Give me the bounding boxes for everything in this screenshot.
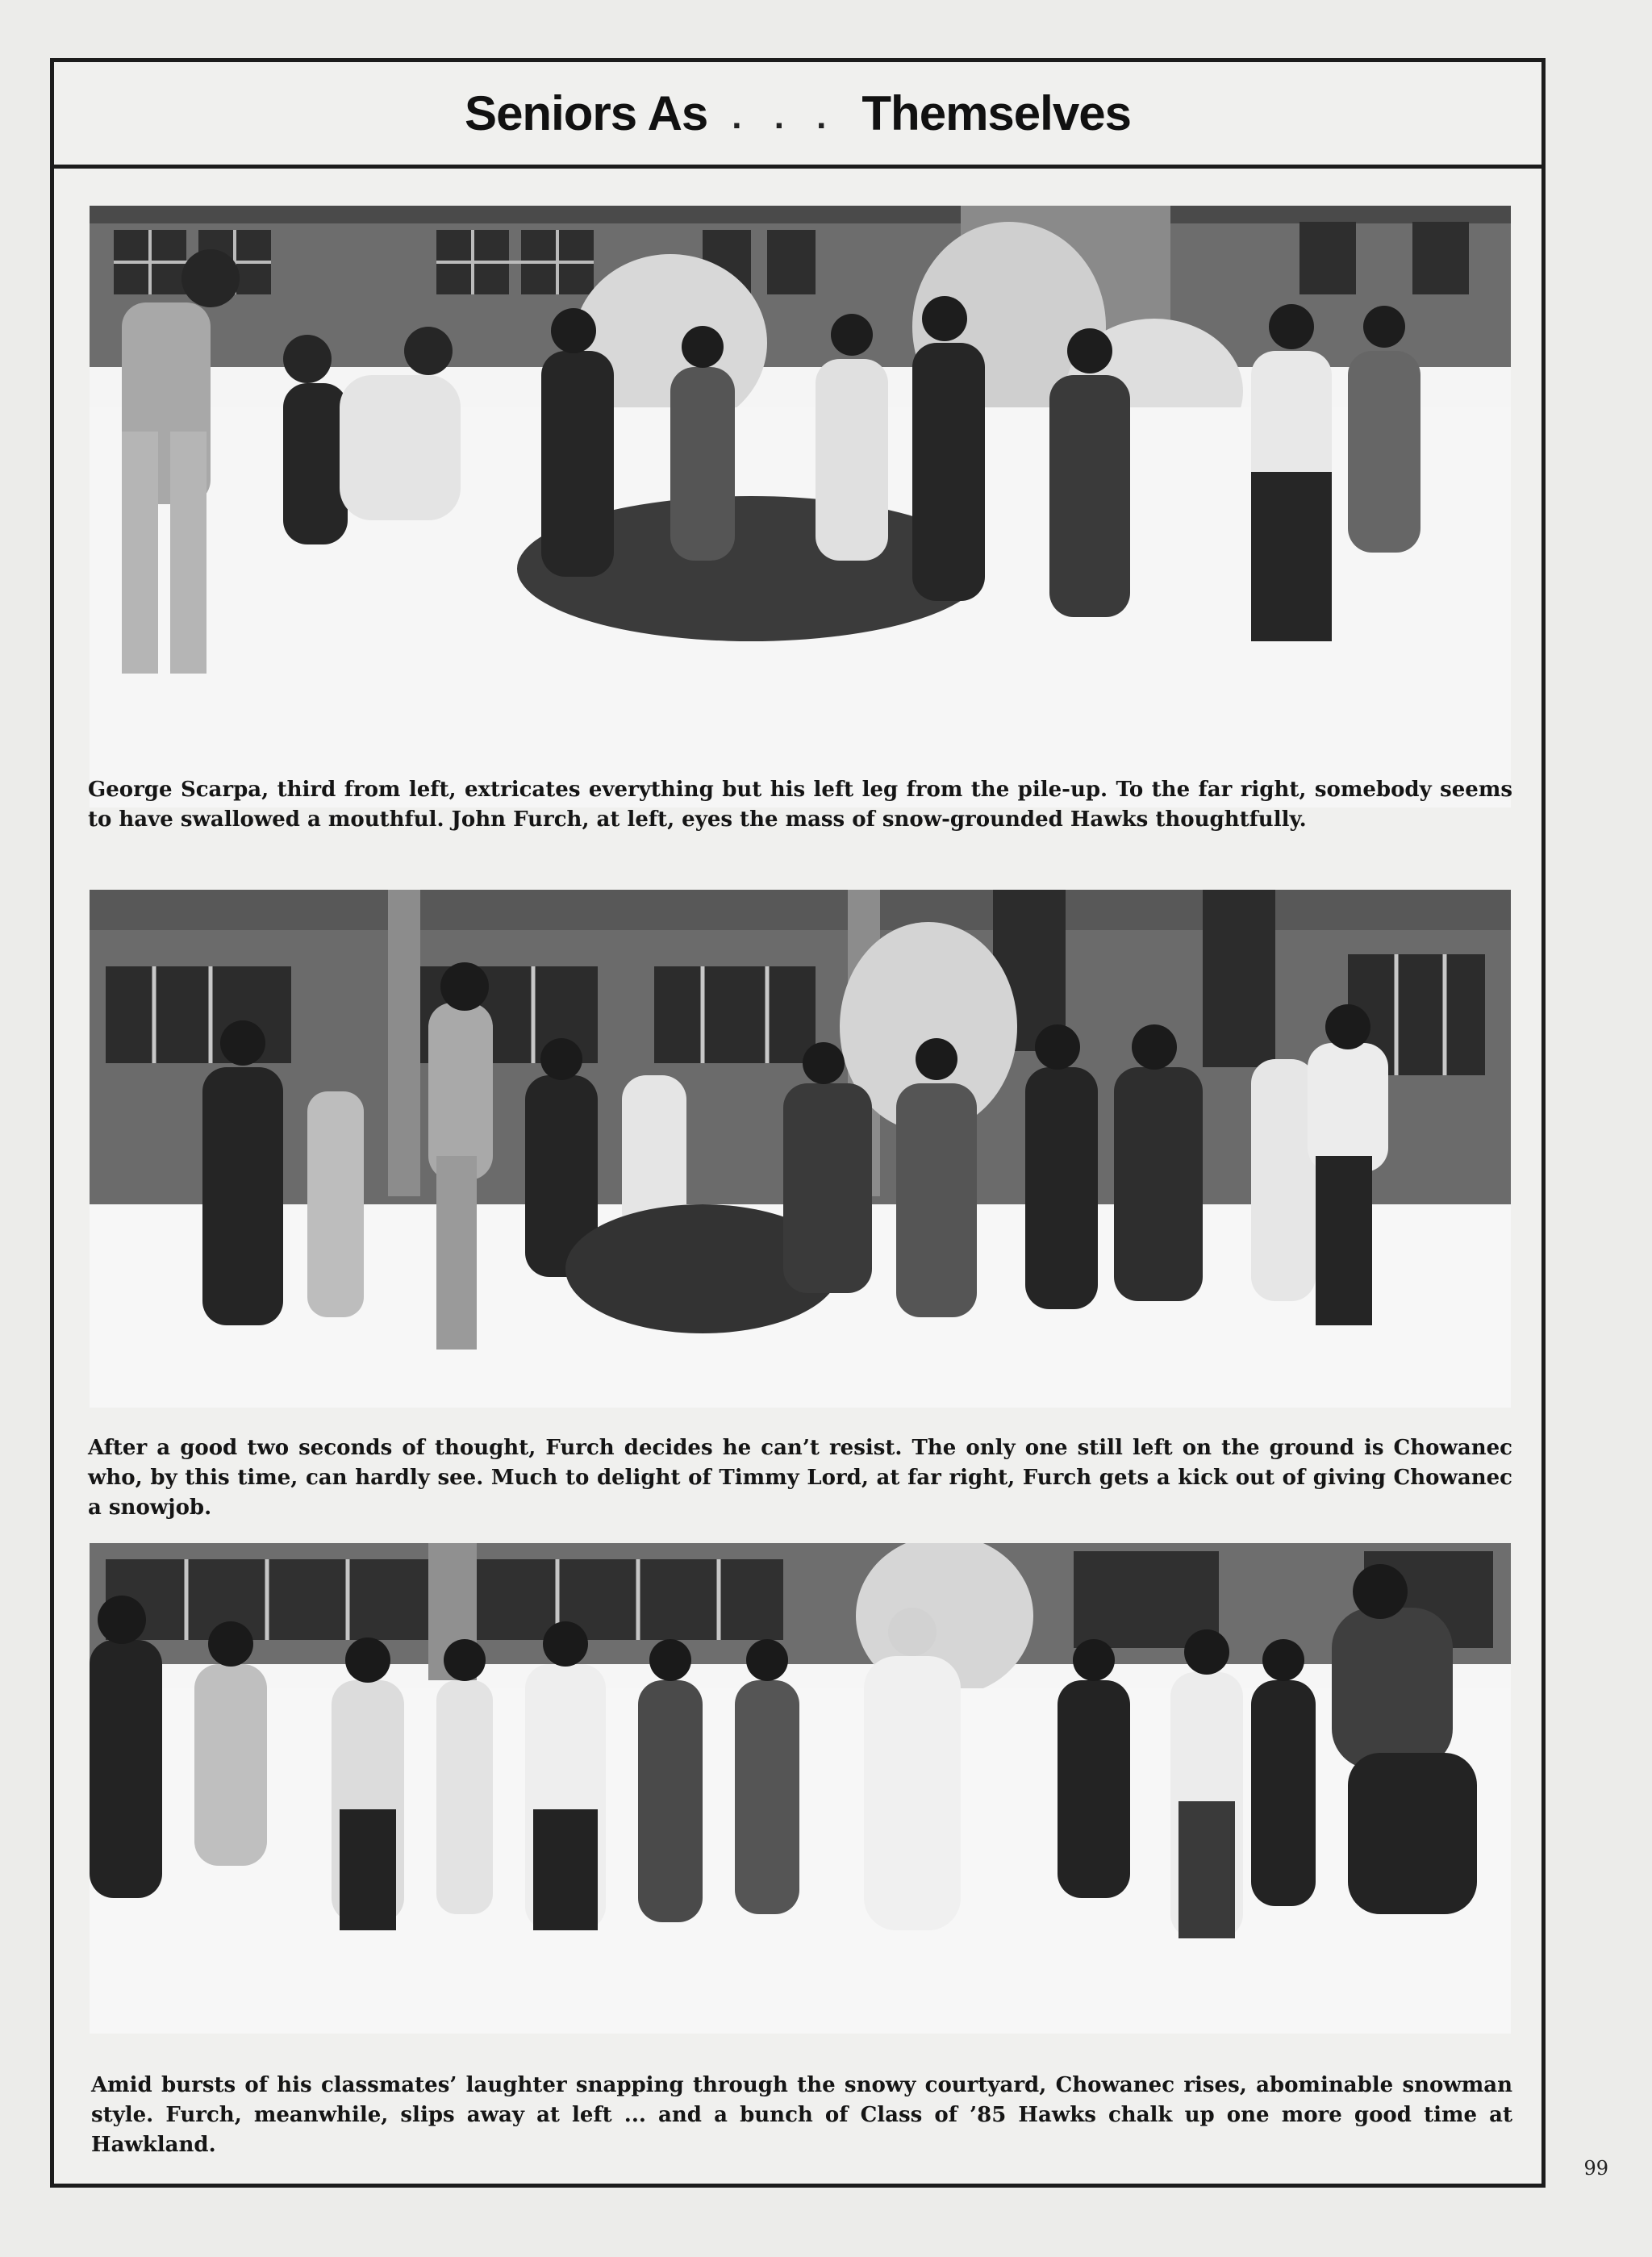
photo-pile-up [90,206,1511,807]
caption-photo-1: George Scarpa, third from left, extricates everything but his left leg from the pile-up. To the far right, somebody seems to have swallowed a mouthful. John Furch, at left, eyes the mass of snow-grounded Hawks thoughtfully. [88,778,1512,832]
title-bar [54,62,1541,169]
caption-photo-3: Amid bursts of his classmates’ laughter snapping through the snowy courtyard, Chowanec rises, abominable snowman style. Furch, meanwhile, slips away at left ... and a bunch of Class of ’85 Hawks chalk up one more good time at Hawkland. [91,2073,1512,2157]
title-right: Themselves [861,86,1131,140]
caption-photo-2: After a good two seconds of thought, Furch decides he can’t resist. The only one still left on the ground is Chowanec who, by this time, can hardly see. Much to delight of Timmy Lord, at far right, Furch gets a kick out of giving Chowanec a snowjob. [88,1436,1512,1520]
page-frame [50,58,1546,2188]
page-number: 99 [1583,2157,1608,2180]
photo-kick [90,890,1511,1408]
title-ellipsis: . . . [732,96,838,136]
photo-snowman-rises [90,1543,1511,2034]
title-left: Seniors As [465,86,708,140]
